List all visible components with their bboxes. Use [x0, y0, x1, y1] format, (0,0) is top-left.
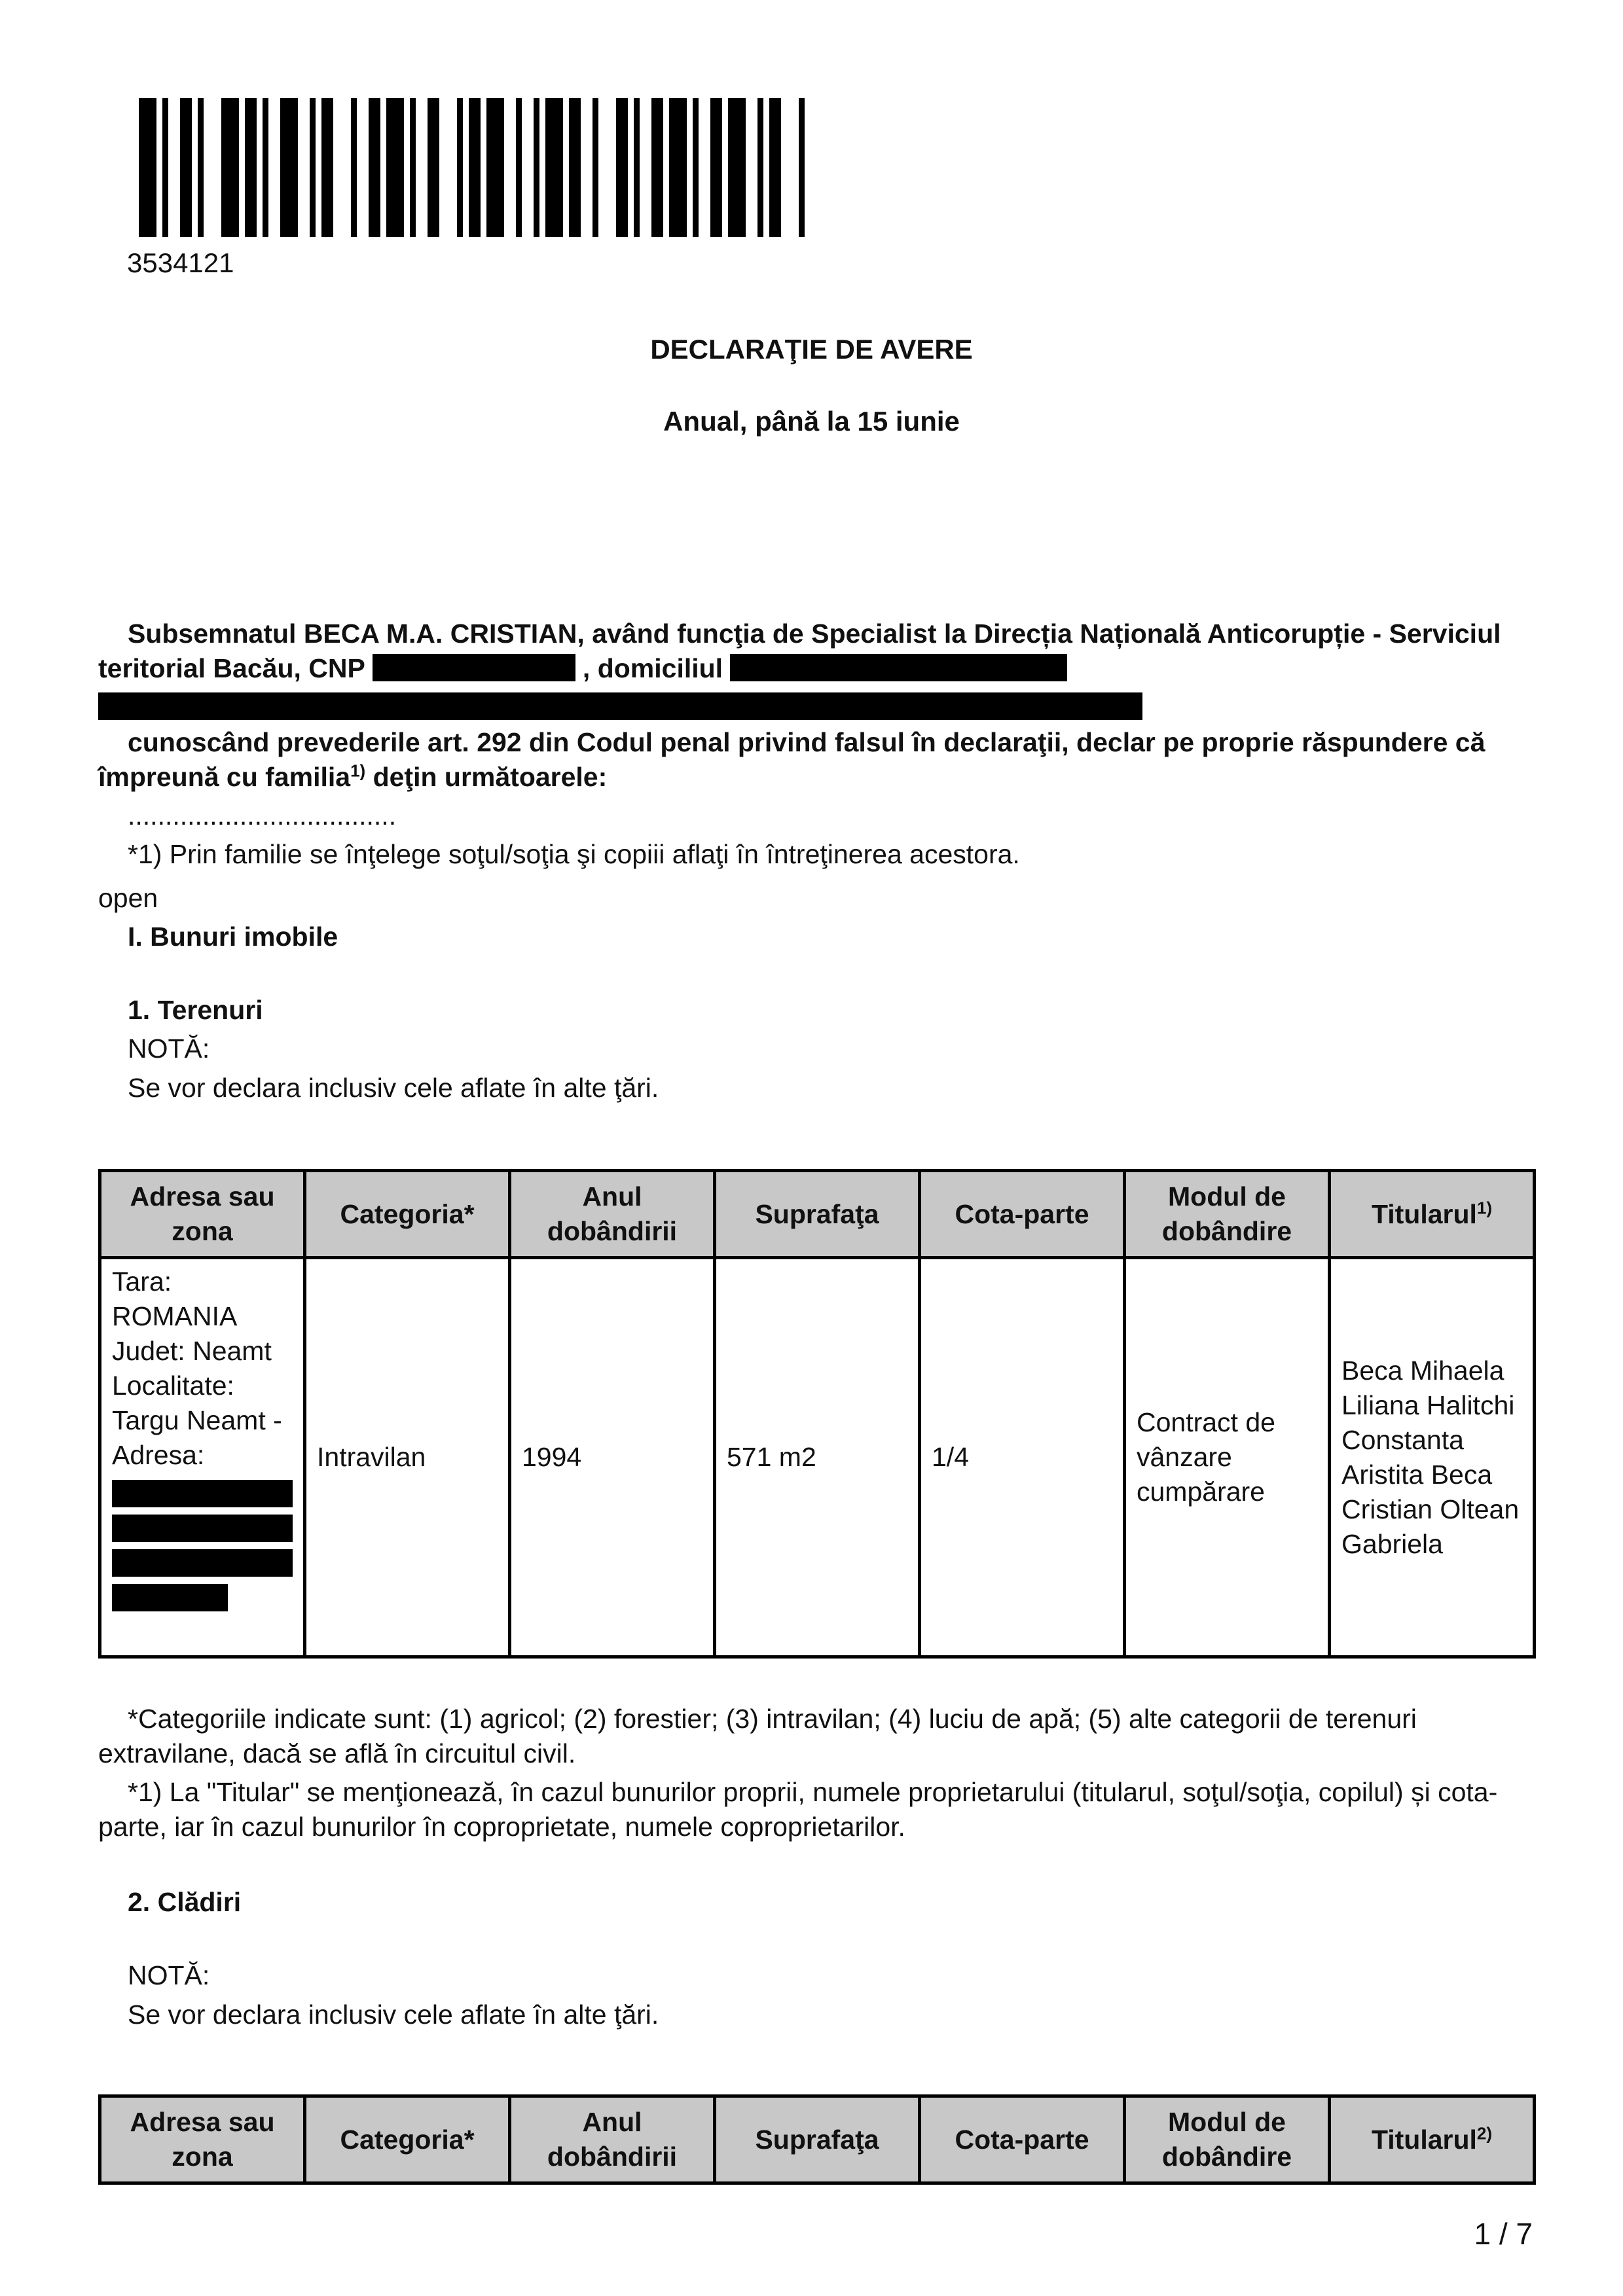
barcode-bar [593, 98, 598, 237]
col-header-owner-label: Titularul [1371, 1198, 1477, 1229]
family-footnote: *1) Prin familie se înţelege soţul/soţia şi copiii aflaţi în întreţinerea acestora. [128, 839, 1020, 869]
col-header-owner-label: Titularul [1371, 2124, 1477, 2155]
barcode-bar [245, 98, 257, 237]
barcode-bar [351, 98, 357, 237]
cladiri-table [98, 2094, 1536, 2185]
statement-text: cunoscând prevederile art. 292 din Codul penal privind falsul în declaraţii, declar pe proprie răspundere că împreună cu familia [98, 727, 1486, 792]
terenuri-table [98, 1169, 1536, 1659]
barcode-bar [634, 98, 640, 237]
barcode-bar [221, 98, 239, 237]
subsection-terenuri-title: 1. Terenuri [128, 995, 263, 1025]
redacted-bar [112, 1584, 228, 1611]
barcode-bar [263, 98, 268, 237]
table-header-row [100, 2096, 1535, 2183]
barcode [139, 98, 883, 237]
statement-end: deţin următoarele: [365, 762, 608, 792]
address-text: Tara: ROMANIA Judet: Neamt Localitate: Targu Neamt - Adresa: [112, 1266, 282, 1470]
col-header-area: Suprafaţa [715, 1171, 920, 1258]
redacted-address [730, 654, 1067, 681]
col-header-owner [1330, 1171, 1535, 1258]
cell-address [100, 1258, 305, 1657]
cell-mode: Contract de vânzare cumpărare [1125, 1258, 1330, 1657]
barcode-bar [198, 98, 204, 237]
barcode-bar [799, 98, 805, 237]
nota-text: Se vor declara inclusiv cele aflate în alte ţări. [128, 1073, 659, 1103]
declarant-intro-text: Subsemnatul BECA M.A. CRISTIAN, având funcţia de Specialist la Direcția Națională Anticorupție - Serviciul teritorial Bacău, CNP [98, 619, 1501, 683]
redacted-bar [112, 1515, 293, 1542]
col-header-year: Anul dobândirii [510, 2096, 715, 2183]
nota-label: NOTĂ: [128, 1960, 210, 1990]
barcode-bar [386, 98, 404, 237]
barcode-bar [693, 98, 699, 237]
col-header-year: Anul dobândirii [510, 1171, 715, 1258]
col-header-share: Cota-parte [920, 1171, 1125, 1258]
page-number: 1 / 7 [1474, 2217, 1533, 2251]
barcode-bar [428, 98, 439, 237]
col-header-category: Categoria* [305, 1171, 510, 1258]
barcode-bar [728, 98, 746, 237]
barcode-bar [139, 98, 156, 237]
redacted-cnp [373, 654, 575, 681]
footnote-mark: 1) [350, 761, 366, 781]
titular-note: *1) La "Titular" se menţionează, în cazul bunurilor proprii, numele proprietarului (titularul, soţul/soţia, copilul) și cota-parte, iar în cazul bunurilor în coproprietate, numele coproprietarilor. [98, 1777, 1498, 1842]
barcode-bar [321, 98, 333, 237]
barcode-bar [616, 98, 628, 237]
cell-share: 1/4 [920, 1258, 1125, 1657]
barcode-bar [651, 98, 663, 237]
nota-label: NOTĂ: [128, 1033, 210, 1064]
barcode-bar [516, 98, 522, 237]
redacted-bar [112, 1549, 293, 1577]
col-header-address: Adresa sau zona [100, 1171, 305, 1258]
table-row [100, 1258, 1535, 1657]
subsection-cladiri-title: 2. Clădiri [128, 1887, 242, 1917]
owner-footnote-mark: 1) [1476, 1197, 1493, 1217]
dots-line: .................................... [128, 800, 397, 831]
declaration-statement [98, 725, 1532, 795]
section-title: I. Bunuri imobile [128, 922, 338, 952]
col-header-share: Cota-parte [920, 2096, 1125, 2183]
col-header-mode: Modul de dobândire [1125, 2096, 1330, 2183]
barcode-bar [710, 98, 722, 237]
domicile-label: , domiciliul [582, 653, 723, 683]
barcode-bar [486, 98, 504, 237]
owner-footnote-mark: 2) [1476, 2123, 1493, 2143]
cell-owners: Beca Mihaela Liliana Halitchi Constanta Aristita Beca Cristian Oltean Gabriela [1330, 1258, 1535, 1657]
barcode-bar [369, 98, 380, 237]
categories-note: *Categoriile indicate sunt: (1) agricol; (2) forestier; (3) intravilan; (4) luciu de apă; (5) alte categorii de terenuri extravilane, dacă se află în circuitul civil. [98, 1704, 1417, 1768]
cell-year: 1994 [510, 1258, 715, 1657]
barcode-bar [180, 98, 192, 237]
barcode-bar [310, 98, 316, 237]
declarant-intro [98, 617, 1532, 686]
col-header-category: Categoria* [305, 2096, 510, 2183]
barcode-bar [162, 98, 168, 237]
barcode-bar [410, 98, 416, 237]
barcode-number: 3534121 [127, 247, 234, 278]
open-marker: open [98, 883, 158, 913]
col-header-owner [1330, 2096, 1535, 2183]
col-header-mode: Modul de dobândire [1125, 1171, 1330, 1258]
barcode-bar [280, 98, 298, 237]
cell-category: Intravilan [305, 1258, 510, 1657]
barcode-bar [534, 98, 539, 237]
nota-text: Se vor declara inclusiv cele aflate în alte ţări. [128, 2000, 659, 2030]
barcode-bar [669, 98, 687, 237]
barcode-bar [469, 98, 481, 237]
table-header-row [100, 1171, 1535, 1258]
document-title: DECLARAŢIE DE AVERE [650, 334, 973, 365]
barcode-bar [769, 98, 781, 237]
redacted-address-line [98, 692, 1142, 720]
cell-area: 571 m2 [715, 1258, 920, 1657]
col-header-area: Suprafaţa [715, 2096, 920, 2183]
barcode-bar [457, 98, 463, 237]
barcode-bar [569, 98, 581, 237]
barcode-bar [757, 98, 763, 237]
redacted-bar [112, 1480, 293, 1507]
col-header-address: Adresa sau zona [100, 2096, 305, 2183]
document-subtitle: Anual, până la 15 iunie [663, 406, 960, 437]
barcode-bar [545, 98, 563, 237]
